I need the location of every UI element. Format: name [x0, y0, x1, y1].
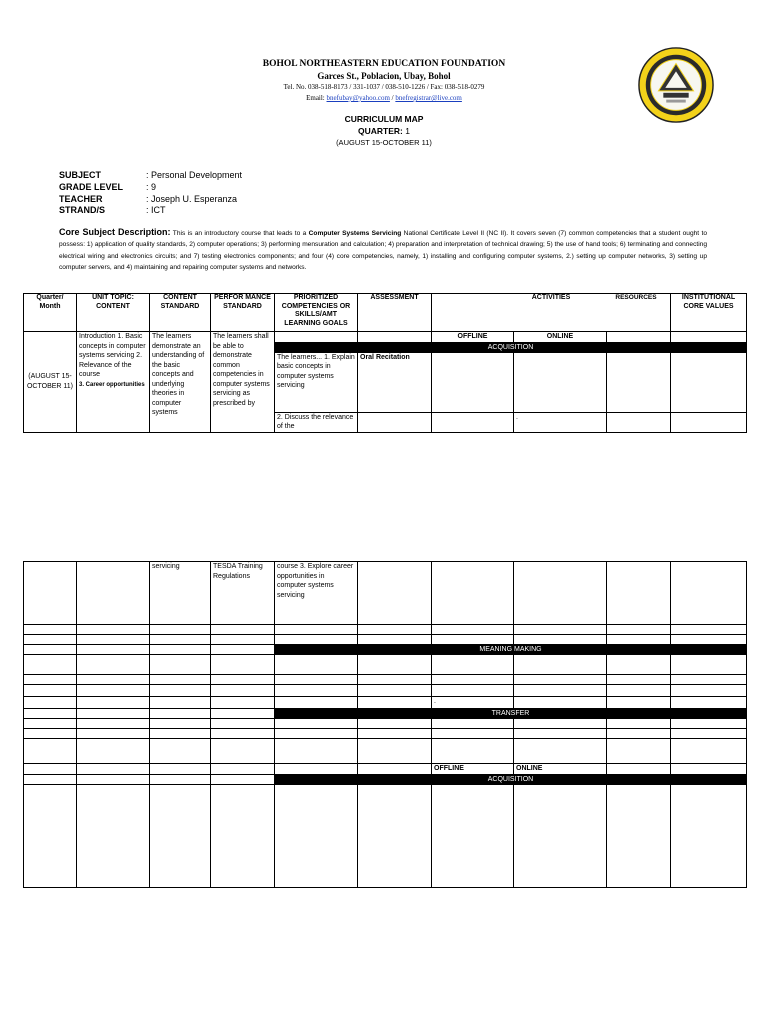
email-link-1[interactable]: bnefubay@yahoo.com	[326, 94, 390, 102]
transfer-bar: TRANSFER	[275, 709, 747, 719]
col-quarter: Quarter/ Month	[24, 294, 77, 332]
online-label-2: ONLINE	[514, 764, 607, 775]
content-std-cell: The learners demonstrate an understanding of the basic concepts and underlying theories in computer systems	[150, 332, 211, 433]
core-description: Core Subject Description: This is an introductory course that leads to a Computer Systems Servicing National Certificate Level II (NC II). It covers seven (7) common competencies that a student ought to possess: 1) application of quality standards, 2) computer operations; 3) performing mensuration and calculation; 4) preparation and interpretation of technical drawing; 5) the use of hand tools; 6) terminating and connecting electrical wiring and electronics circuits; and 7) testing electronics components; and four (4) core competencies, namely, 1) installing and configuring computer systems, 2.) setting up computer networks, 3) setting up computer servers, and 4) maintaining and repairing computer systems and networks.	[59, 227, 707, 272]
email-link-2[interactable]: bnefregistrar@live.com	[395, 94, 462, 102]
dot-mark-2: .	[432, 697, 514, 709]
competency-2: 2. Discuss the relevance of the	[275, 412, 358, 432]
col-perf-std: PERFOR MANCE STANDARD	[211, 294, 275, 332]
map-title: CURRICULUM MAP	[344, 114, 424, 124]
col-activities: ACTIVITIES	[432, 294, 671, 332]
offline-label: OFFLINE	[432, 332, 514, 343]
col-resources: RESOURCES	[615, 294, 657, 301]
acquisition-bar: ACQUISITION	[275, 342, 747, 352]
col-content-std: CONTENT STANDARD	[150, 294, 211, 332]
school-address: Garces St., Poblacion, Ubay, Bohol	[317, 71, 451, 81]
school-name: BOHOL NORTHEASTERN EDUCATION FOUNDATION	[262, 59, 506, 69]
meaning-making-bar: MEANING MAKING	[275, 645, 747, 655]
unit-cell: Introduction 1. Basic concepts in computer systems servicing 2. Relevance of the course 3. Career opportunities	[77, 332, 150, 433]
content-std-cont: servicing	[150, 562, 211, 625]
col-competencies: PRIORITIZED COMPETENCIES OR SKILLS/AMT LEARNING GOALS	[275, 294, 358, 332]
online-label: ONLINE	[514, 332, 607, 343]
col-unit: UNIT TOPIC: CONTENT	[77, 294, 150, 332]
quarter-line: QUARTER: 1	[358, 126, 410, 136]
perf-std-cont: TESDA Training Regulations	[211, 562, 275, 625]
offline-label-2: OFFLINE	[432, 764, 514, 775]
school-contact: Tel. No. 038-518-8173 / 331-1037 / 038-510-1226 / Fax: 038-518-0279	[283, 83, 485, 91]
assessment-1: Oral Recitation	[358, 352, 432, 412]
competency-cont: course 3. Explore career opportunities in computer systems servicing	[275, 562, 358, 625]
curriculum-table-2	[23, 561, 747, 888]
col-values: INSTITUTIONAL CORE VALUES	[671, 294, 747, 332]
curriculum-table-1	[23, 293, 747, 433]
school-email: Email: bnefubay@yahoo.com / bnefregistrar@live.com	[306, 94, 462, 102]
acquisition-bar-2: ACQUISITION	[275, 774, 747, 784]
col-assessment: ASSESSMENT	[358, 294, 432, 332]
dot-mark: .	[514, 412, 607, 432]
quarter-dates: (AUGUST 15-OCTOBER 11)	[336, 138, 432, 147]
perf-std-cell: The learners shall be able to demonstrate common competencies in computer systems servicing as prescribed by	[211, 332, 275, 433]
competency-1: The learners... 1. Explain basic concepts in computer systems servicing	[275, 352, 358, 412]
school-seal-logo	[637, 46, 715, 124]
month-cell: (AUGUST 15-OCTOBER 11)	[24, 332, 77, 433]
